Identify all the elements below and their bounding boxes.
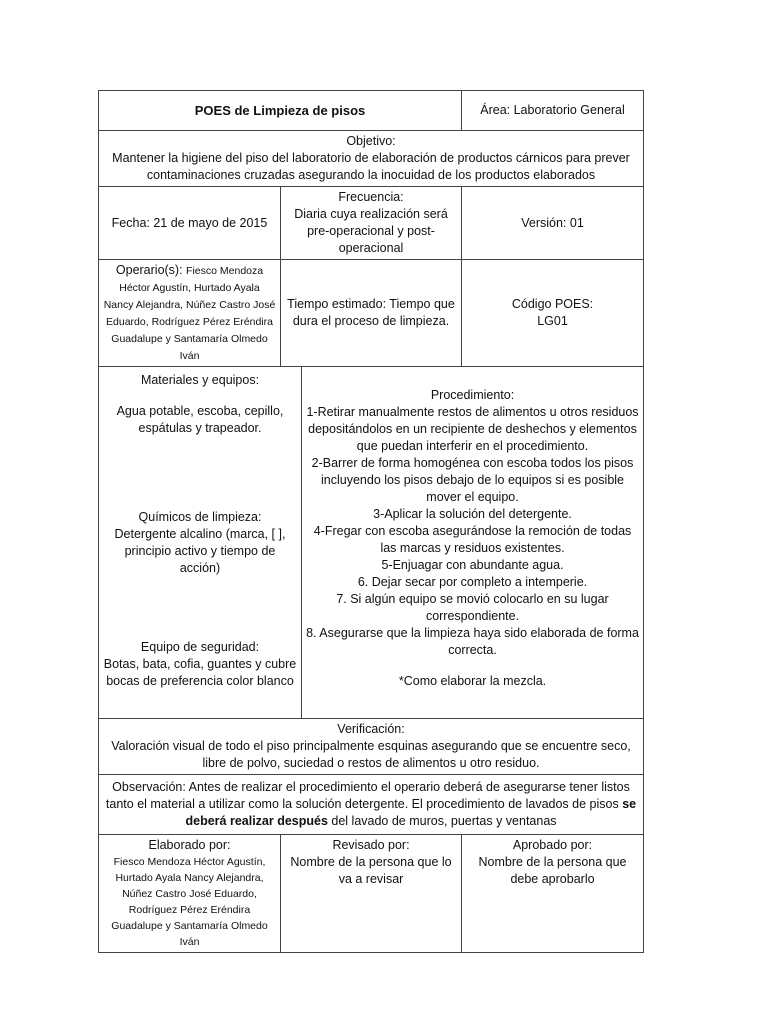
procedimiento-note: *Como elaborar la mezcla. [398, 674, 547, 688]
observacion-emphasis: se deberá realizar después [185, 797, 637, 828]
fecha-cell: Fecha: 21 de mayo de 2015 [99, 187, 281, 260]
elaborado-names: Fiesco Mendoza Héctor Agustín, Hurtado Ayala Nancy Alejandra, Núñez Castro José Eduardo, Rodríguez Pérez Eréndira Guadalupe y Santamaría Olmedo Iván [111, 856, 268, 948]
frecuencia-label: Frecuencia: [338, 190, 404, 204]
procedimiento-step: 6. Dejar secar por completo a intemperie. [357, 575, 588, 589]
observacion-cell [99, 775, 644, 835]
operario-row [99, 260, 644, 367]
revisado-cell [281, 835, 462, 953]
seguridad-text: Botas, bata, cofia, guantes y cubre bocas de preferencia color blanco [103, 657, 297, 688]
materiales-cell [99, 367, 302, 719]
header-row [99, 91, 644, 131]
objetivo-cell [99, 131, 644, 187]
verificacion-text: Valoración visual de todo el piso principalmente esquinas asegurando que se encuentre seco, libre de polvo, suciedad o restos de alimentos u otro residuo. [111, 739, 631, 770]
observacion-text-end: del lavado de muros, puertas y ventanas [327, 814, 557, 828]
procedimiento-step: 5-Enjuagar con abundante agua. [381, 558, 564, 572]
verificacion-cell [99, 719, 644, 775]
procedimiento-step: 8. Asegurarse que la limpieza haya sido elaborada de forma correcta. [306, 626, 639, 657]
objetivo-row [99, 131, 644, 187]
fecha-row [99, 187, 644, 260]
revisado-label: Revisado por: [332, 838, 410, 852]
procedimiento-step: 2-Barrer de forma homogénea con escoba todos los pisos incluyendo los pisos debajo de lo equipos si es posible mover el equipo. [311, 456, 634, 504]
document-title: POES de Limpieza de pisos [99, 91, 462, 131]
materiales-row [99, 367, 644, 719]
tiempo-cell: Tiempo estimado: Tiempo que dura el proceso de limpieza. [281, 260, 462, 367]
verificacion-label: Verificación: [337, 722, 405, 736]
aprobado-text: Nombre de la persona que debe aprobarlo [478, 855, 627, 886]
revisado-text: Nombre de la persona que lo va a revisar [290, 855, 452, 886]
codigo-label: Código POES: [511, 297, 594, 311]
objetivo-text: Mantener la higiene del piso del laboratorio de elaboración de productos cárnicos para prever contaminaciones cruzadas asegurando la inocuidad de los productos elaborados [112, 151, 630, 182]
version-cell: Versión: 01 [462, 187, 644, 260]
observacion-text: Observación: Antes de realizar el procedimiento el operario deberá de asegurarse tener listos tanto el material a utilizar como la solución detergente. El procedimiento de lavados de pisos [105, 780, 630, 811]
procedimiento-label: Procedimiento: [430, 388, 515, 402]
procedimiento-step: 1-Retirar manualmente restos de alimentos u otros residuos depositándolos en un recipiente de deshechos y elementos que puedan interferir en el procedimiento. [306, 405, 639, 453]
materiales-label: Materiales y equipos: [140, 373, 260, 387]
elaborado-cell [99, 835, 281, 953]
operario-label: Operario(s): [115, 263, 187, 277]
aprobado-label: Aprobado por: [512, 838, 593, 852]
area-cell: Área: Laboratorio General [462, 91, 644, 131]
materiales-text: Agua potable, escoba, cepillo, espátulas y trapeador. [116, 404, 284, 435]
quimicos-label: Químicos de limpieza: [138, 510, 262, 524]
objetivo-label: Objetivo: [346, 134, 396, 148]
procedimiento-cell [302, 367, 644, 719]
seguridad-label: Equipo de seguridad: [140, 640, 260, 654]
observacion-row [99, 775, 644, 835]
operario-names: Fiesco Mendoza Héctor Agustín, Hurtado Ayala Nancy Alejandra, Núñez Castro José Eduardo, Rodríguez Pérez Eréndira Guadalupe y Santamaría Olmedo Iván [103, 265, 276, 362]
quimicos-text: Detergente alcalino (marca, [ ], principio activo y tiempo de acción) [114, 527, 286, 575]
elaborado-label: Elaborado por: [148, 838, 231, 852]
frecuencia-cell [281, 187, 462, 260]
poes-table [98, 90, 644, 953]
frecuencia-text: Diaria cuya realización será pre-operacional y post-operacional [294, 207, 448, 255]
procedimiento-step: 3-Aplicar la solución del detergente. [373, 507, 572, 521]
aprobado-cell [462, 835, 644, 953]
procedimiento-step: 4-Fregar con escoba asegurándose la remoción de todas las marcas y residuos existentes. [313, 524, 632, 555]
operario-cell [99, 260, 281, 367]
verificacion-row [99, 719, 644, 775]
firmas-row [99, 835, 644, 953]
poes-document [98, 90, 643, 953]
codigo-value: LG01 [537, 314, 568, 328]
procedimiento-step: 7. Si algún equipo se movió colocarlo en su lugar correspondiente. [336, 592, 609, 623]
codigo-cell [462, 260, 644, 367]
